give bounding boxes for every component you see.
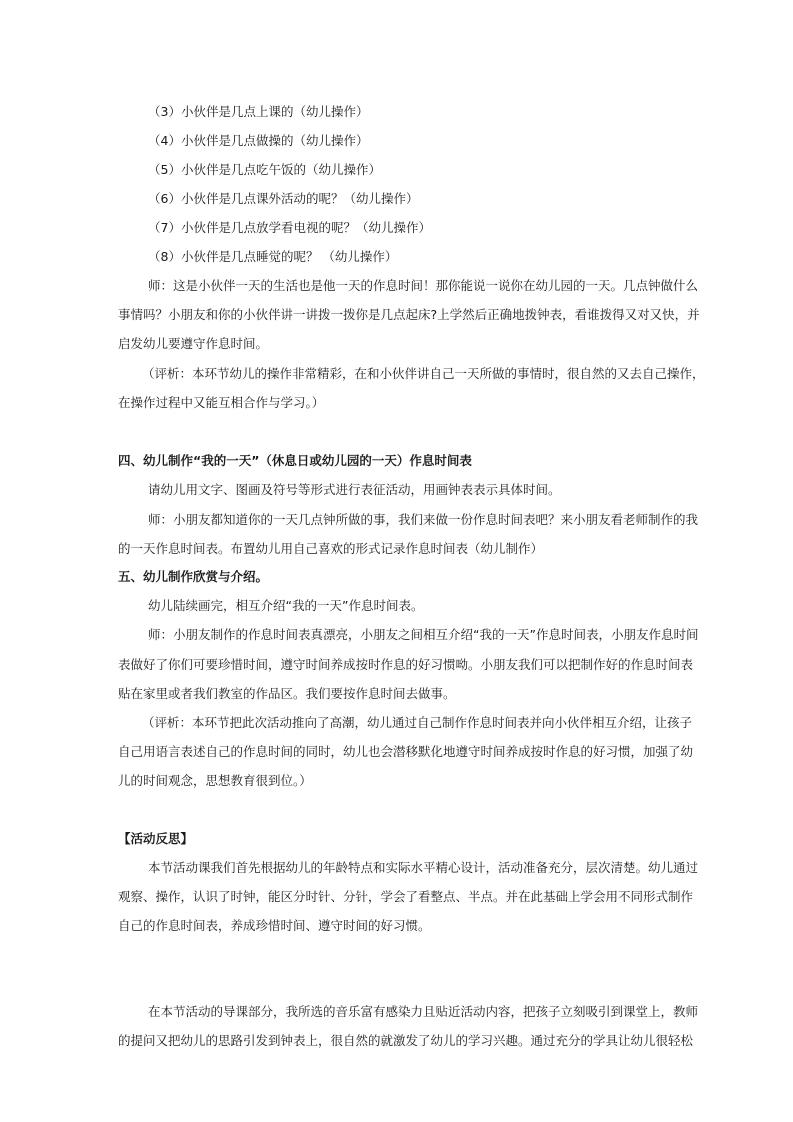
paragraph-line: 幼儿陆续画完，相互介绍“我的一天”作息时间表。 bbox=[148, 598, 424, 613]
reflection-heading: 【活动反思】 bbox=[118, 831, 194, 846]
list-item: （5）小伙伴是几点吃午饭的（幼儿操作） bbox=[148, 162, 381, 177]
paragraph-line: 请幼儿用文字、图画及符号等形式进行表征活动，用画钟表表示具体时间。 bbox=[148, 482, 561, 497]
paragraph-line: 自己的作息时间表，养成珍惜时间、遵守时间的好习惯。 bbox=[118, 918, 431, 933]
paragraph-line: 事情吗？小朋友和你的小伙伴讲一讲拨一拨你是几点起床?上学然后正确地拨钟表，看谁拨得又对又快，并 bbox=[118, 307, 700, 322]
paragraph-line: 启发幼儿要遵守作息时间。 bbox=[118, 336, 269, 351]
paragraph-line: 观察、操作，认识了时钟，能区分时针、分针，学会了看整点、半点。并在此基础上学会用不同形式制作 bbox=[118, 889, 694, 904]
section-heading: 四、幼儿制作“我的一天”（休息日或幼儿园的一天）作息时间表 bbox=[118, 453, 472, 468]
list-item: （4）小伙伴是几点做操的（幼儿操作） bbox=[148, 133, 369, 148]
paragraph-line: 在本节活动的导课部分，我所选的音乐富有感染力且贴近活动内容，把孩子立刻吸引到课堂上，教师 bbox=[148, 1004, 699, 1019]
paragraph-line: 的提问又把幼儿的思路引发到钟表上，很自然的就激发了幼儿的学习兴趣。通过充分的学具让幼儿很轻松 bbox=[118, 1033, 694, 1048]
paragraph-line: 师：小朋友都知道你的一天几点钟所做的事，我们来做一份作息时间表吧？来小朋友看老师制作的我 bbox=[148, 512, 699, 527]
paragraph-line: 师：小朋友制作的作息时间表真漂亮，小朋友之间相互介绍“我的一天”作息时间表，小朋友作息时间 bbox=[148, 627, 699, 642]
list-item: （6）小伙伴是几点课外活动的呢？（幼儿操作） bbox=[148, 191, 419, 206]
paragraph-line: 本节活动课我们首先根据幼儿的年龄特点和实际水平精心设计，活动准备充分，层次清楚。幼儿通过 bbox=[148, 860, 699, 875]
list-item: （7）小伙伴是几点放学看电视的呢？（幼儿操作） bbox=[148, 220, 431, 235]
comment-line: （评析：本环节把此次活动推向了高潮，幼儿通过自己制作作息时间表并向小伙伴相互介绍，让孩子 bbox=[142, 715, 693, 730]
paragraph-line: 师：这是小伙伴一天的生活也是他一天的作息时间！那你能说一说你在幼儿园的一天。几点钟做什么 bbox=[148, 278, 699, 293]
comment-line: 在操作过程中又能互相合作与学习。） bbox=[118, 395, 325, 410]
paragraph-line: 表做好了你们可要珍惜时间，遵守时间养成按时作息的好习惯呦。小朋友我们可以把制作好的作息时间表 bbox=[118, 657, 694, 672]
list-item: （3）小伙伴是几点上课的（幼儿操作） bbox=[148, 104, 369, 119]
list-item: （8）小伙伴是几点睡觉的呢？ （幼儿操作） bbox=[148, 249, 398, 264]
paragraph-line: 的一天作息时间表。布置幼儿用自己喜欢的形式记录作息时间表（幼儿制作） bbox=[118, 541, 544, 556]
comment-line: （评析：本环节幼儿的操作非常精彩，在和小伙伴讲自己一天所做的事情时，很自然的又去自己操作， bbox=[142, 366, 705, 381]
comment-line: 儿的时间观念，思想教育很到位。） bbox=[118, 773, 312, 788]
section-heading: 五、幼儿制作欣赏与介绍。 bbox=[118, 569, 269, 584]
paragraph-line: 贴在家里或者我们教室的作品区。我们要按作息时间去做事。 bbox=[118, 686, 456, 701]
comment-line: 自己用语言表述自己的作息时间的同时，幼儿也会潜移默化地遵守时间养成按时作息的好习惯，加强了幼 bbox=[118, 744, 694, 759]
